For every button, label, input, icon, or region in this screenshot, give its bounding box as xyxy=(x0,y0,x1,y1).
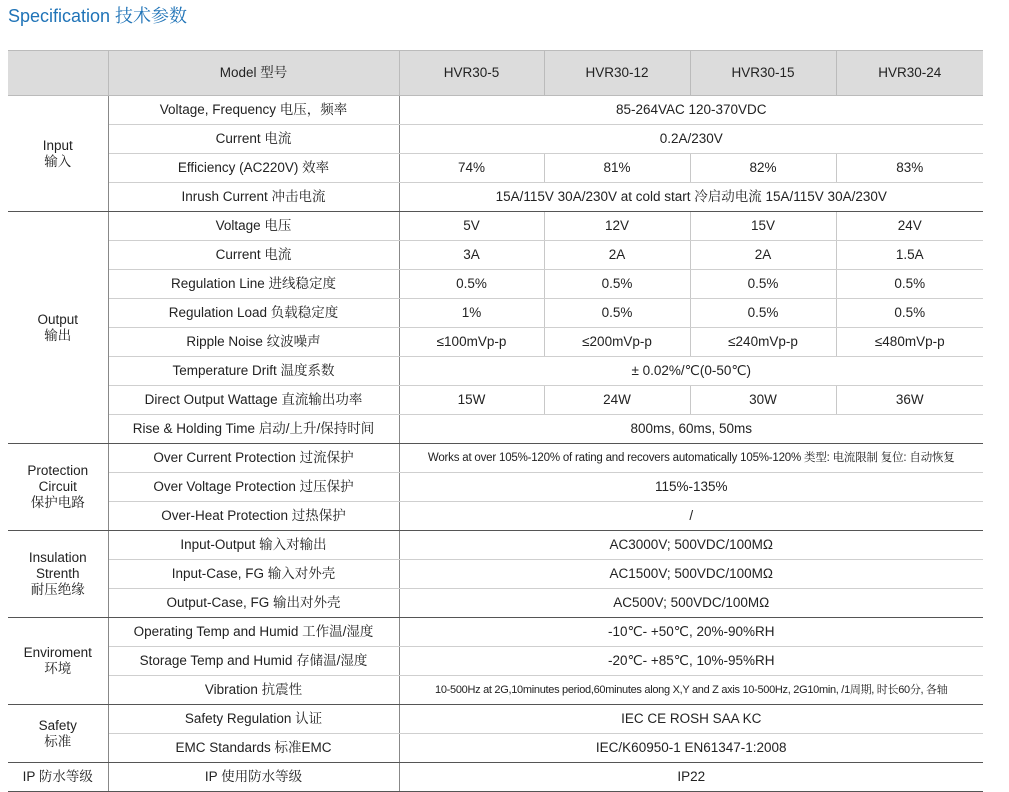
param-label: Voltage 电压 xyxy=(108,212,399,241)
value-cell: 0.5% xyxy=(544,299,690,328)
value-cell: AC1500V; 500VDC/100MΩ xyxy=(399,560,983,589)
group-label-output: Output 输出 xyxy=(8,212,108,444)
value-cell: AC500V; 500VDC/100MΩ xyxy=(399,589,983,618)
table-header-row xyxy=(8,51,983,96)
value-cell: 2A xyxy=(544,241,690,270)
value-cell: 74% xyxy=(399,154,544,183)
param-label: Over Voltage Protection 过压保护 xyxy=(108,473,399,502)
param-label: Over Current Protection 过流保护 xyxy=(108,444,399,473)
value-cell: 0.5% xyxy=(690,270,836,299)
value-cell: 1% xyxy=(399,299,544,328)
table-row xyxy=(8,560,983,589)
value-cell: 83% xyxy=(836,154,983,183)
table-row xyxy=(8,647,983,676)
value-cell: -20℃- +85℃, 10%-95%RH xyxy=(399,647,983,676)
table-row xyxy=(8,299,983,328)
value-cell: / xyxy=(399,502,983,531)
table-row xyxy=(8,415,983,444)
param-label: Output-Case, FG 输出对外壳 xyxy=(108,589,399,618)
value-cell: 15V xyxy=(690,212,836,241)
table-row xyxy=(8,212,983,241)
header-model-hvr30-15: HVR30-15 xyxy=(690,51,836,96)
group-label-insulation: Insulation Strenth 耐压绝缘 xyxy=(8,531,108,618)
table-row xyxy=(8,444,983,473)
param-label: Regulation Line 进线稳定度 xyxy=(108,270,399,299)
value-cell: 24W xyxy=(544,386,690,415)
param-label: Operating Temp and Humid 工作温/湿度 xyxy=(108,618,399,647)
group-label-safety: Safety 标准 xyxy=(8,705,108,763)
value-cell: ≤240mVp-p xyxy=(690,328,836,357)
table-row xyxy=(8,386,983,415)
value-cell: ≤480mVp-p xyxy=(836,328,983,357)
value-cell: 30W xyxy=(690,386,836,415)
param-label: Temperature Drift 温度系数 xyxy=(108,357,399,386)
specification-table xyxy=(8,50,983,792)
table-row xyxy=(8,705,983,734)
table-row xyxy=(8,473,983,502)
value-cell: 1.5A xyxy=(836,241,983,270)
value-cell: AC3000V; 500VDC/100MΩ xyxy=(399,531,983,560)
param-label: Inrush Current 冲击电流 xyxy=(108,183,399,212)
value-cell: 0.2A/230V xyxy=(399,125,983,154)
value-cell: ≤200mVp-p xyxy=(544,328,690,357)
table-row xyxy=(8,502,983,531)
header-model-hvr30-5: HVR30-5 xyxy=(399,51,544,96)
header-model-hvr30-24: HVR30-24 xyxy=(836,51,983,96)
value-cell: 0.5% xyxy=(836,299,983,328)
table-row xyxy=(8,270,983,299)
value-cell: 0.5% xyxy=(690,299,836,328)
param-label: Rise & Holding Time 启动/上升/保持时间 xyxy=(108,415,399,444)
param-label: Safety Regulation 认证 xyxy=(108,705,399,734)
param-label: Over-Heat Protection 过热保护 xyxy=(108,502,399,531)
param-label: Current 电流 xyxy=(108,125,399,154)
header-model-hvr30-12: HVR30-12 xyxy=(544,51,690,96)
value-cell: 3A xyxy=(399,241,544,270)
param-label: Input-Case, FG 输入对外壳 xyxy=(108,560,399,589)
value-cell: 0.5% xyxy=(544,270,690,299)
param-label: Vibration 抗震性 xyxy=(108,676,399,705)
value-cell: 10-500Hz at 2G,10minutes period,60minutes along X,Y and Z axis 10-500Hz, 2G10min, /1周期, 时长60分, 各轴 xyxy=(399,676,983,705)
param-label: Ripple Noise 纹波噪声 xyxy=(108,328,399,357)
param-label: Input-Output 输入对输出 xyxy=(108,531,399,560)
value-cell: ≤100mVp-p xyxy=(399,328,544,357)
table-row xyxy=(8,618,983,647)
param-label: Voltage, Frequency 电压，频率 xyxy=(108,96,399,125)
value-cell: 85-264VAC 120-370VDC xyxy=(399,96,983,125)
param-label: Storage Temp and Humid 存储温/湿度 xyxy=(108,647,399,676)
value-cell: 5V xyxy=(399,212,544,241)
value-cell: 0.5% xyxy=(836,270,983,299)
value-cell: ± 0.02%/℃(0-50℃) xyxy=(399,357,983,386)
table-row xyxy=(8,676,983,705)
value-cell: 24V xyxy=(836,212,983,241)
value-cell: IEC/K60950-1 EN61347-1:2008 xyxy=(399,734,983,763)
table-row xyxy=(8,763,983,792)
value-cell: 36W xyxy=(836,386,983,415)
param-label: Direct Output Wattage 直流输出功率 xyxy=(108,386,399,415)
param-label: IP 使用防水等级 xyxy=(108,763,399,792)
value-cell: 81% xyxy=(544,154,690,183)
param-label: Efficiency (AC220V) 效率 xyxy=(108,154,399,183)
table-row xyxy=(8,531,983,560)
table-row xyxy=(8,241,983,270)
value-cell: Works at over 105%-120% of rating and recovers automatically 105%-120% 类型: 电流限制 复位: 自动恢复 xyxy=(399,444,983,473)
param-label: Current 电流 xyxy=(108,241,399,270)
value-cell: 12V xyxy=(544,212,690,241)
header-group-cell xyxy=(8,51,108,96)
page-title: Specification 技术参数 xyxy=(8,6,188,26)
value-cell: 15A/115V 30A/230V at cold start 冷启动电流 15A/115V 30A/230V xyxy=(399,183,983,212)
value-cell: 800ms, 60ms, 50ms xyxy=(399,415,983,444)
table-row xyxy=(8,183,983,212)
value-cell: IEC CE ROSH SAA KC xyxy=(399,705,983,734)
value-cell: 2A xyxy=(690,241,836,270)
table-row xyxy=(8,734,983,763)
param-label: Regulation Load 负载稳定度 xyxy=(108,299,399,328)
value-cell: IP22 xyxy=(399,763,983,792)
table-row xyxy=(8,589,983,618)
value-cell: 82% xyxy=(690,154,836,183)
param-label: EMC Standards 标准EMC xyxy=(108,734,399,763)
table-row xyxy=(8,154,983,183)
value-cell: 0.5% xyxy=(399,270,544,299)
table-row xyxy=(8,125,983,154)
table-row xyxy=(8,96,983,125)
group-label-input: Input 输入 xyxy=(8,96,108,212)
value-cell: -10℃- +50℃, 20%-90%RH xyxy=(399,618,983,647)
table-row xyxy=(8,357,983,386)
value-cell: 115%-135% xyxy=(399,473,983,502)
group-label-protection: Protection Circuit 保护电路 xyxy=(8,444,108,531)
table-row xyxy=(8,328,983,357)
group-label-environment: Enviroment 环境 xyxy=(8,618,108,705)
group-label-ip: IP 防水等级 xyxy=(8,763,108,792)
header-model-label: Model 型号 xyxy=(108,51,399,96)
value-cell: 15W xyxy=(399,386,544,415)
